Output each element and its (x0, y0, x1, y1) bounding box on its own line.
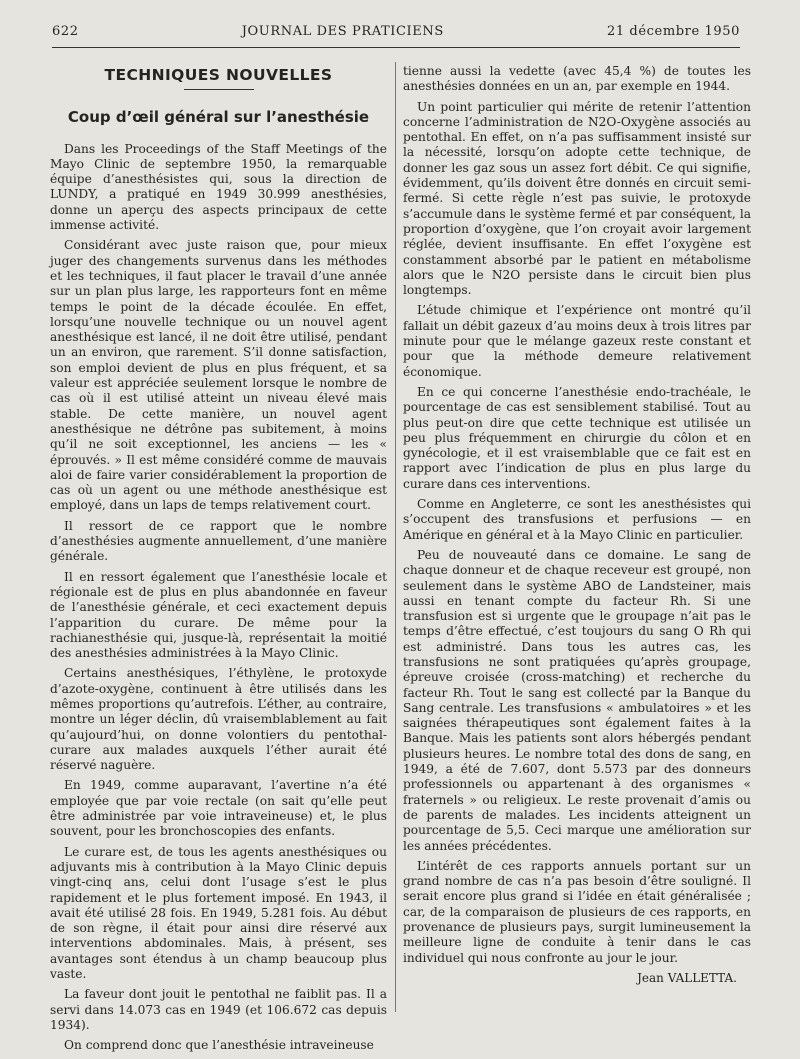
column-divider (395, 62, 396, 1012)
paragraph: En 1949, comme auparavant, l’avertine n’a été employée que par voie rectale (on sait qu’elle peut être administrée par voie intraveineuse) et, le plus souvent, pour les bronchoscopies des enfants. (50, 778, 387, 839)
paragraph: Certains anesthésiques, l’éthylène, le protoxyde d’azote-oxygène, continuent à être utilisés dans les mêmes proportions qu’autrefois. L’éther, au contraire, montre un léger déclin, dû vraisemblablement au fait qu’aujourd’hui, on donne volontiers du pentothal-curare aux malades auxquels l’éther aurait été réservé naguère. (50, 666, 387, 773)
issue-date: 21 décembre 1950 (606, 24, 740, 39)
paragraph: On comprend donc que l’anesthésie intraveineuse (64, 1038, 374, 1053)
header-rule (52, 47, 740, 48)
paragraph: L’intérêt de ces rapports annuels portant sur un grand nombre de cas n’a pas besoin d’être souligné. Il serait encore plus grand si l’idée en était généralisée ; car, de la comparaison de plusieurs de ces rapports, en provenance de plusieurs pays, surgit lumineusement la meilleure ligne de conduite à tenir dans le cas individuel qui nous confronte au jour le jour. (403, 858, 751, 965)
article-title: Coup d’œil général sur l’anesthésie (67, 108, 370, 127)
title-rule (184, 89, 254, 90)
paragraph: La faveur dont jouit le pentothal ne faiblit pas. Il a servi dans 14.073 cas en 1949 (et 106.672 cas depuis 1934). (50, 987, 387, 1032)
paragraph: tienne aussi la vedette (avec 45,4 %) de toutes les anesthésies données en un an, par exemple en 1944. (403, 64, 751, 94)
section-title: TECHNIQUES NOUVELLES (104, 66, 333, 84)
paragraph: Il en ressort également que l’anesthésie locale et régionale est de plus en plus abandonnée en faveur de l’anesthésie générale, et ceci exactement depuis l’apparition du curare. De même pour la rachianesthésie qui, jusque-là, représentait la moitié des anesthésies administrées à la Mayo Clinic. (50, 569, 387, 661)
page-header (52, 24, 740, 46)
paragraph: Considérant avec juste raison que, pour mieux juger des changements survenus dans les méthodes et les techniques, il faut placer le travail d’une année sur un plan plus large, les rapporteurs font en même temps le point de la décade écoulée. En effet, lorsqu’une nouvelle technique ou un nouvel agent anesthésique est lancé, il ne doit être utilisé, pendant un an environ, que rarement. S’il donne satisfaction, son emploi devient de plus en plus fréquent, et sa valeur est appréciée seulement lorsque le nombre de cas où il est utilisé atteint un niveau élevé mais stable. De cette manière, un nouvel agent anesthésique ne détrône pas subitement, à moins qu’il ne soit exceptionnel, les anciens — les « éprouvés. » Il est même considéré comme de mauvais aloi de faire varier considérablement la proportion de cas où un agent ou une méthode anesthésique est employé, dans un laps de temps relativement court. (50, 238, 387, 513)
right-column (403, 64, 751, 991)
paragraph: Comme en Angleterre, ce sont les anesthésistes qui s’occupent des transfusions et perfusions — en Amérique en général et à la Mayo Clinic en particulier. (403, 497, 751, 542)
journal-title: JOURNAL DES PRATICIENS (241, 24, 444, 39)
paragraph: Dans les Proceedings of the Staff Meetings of the Mayo Clinic de septembre 1950, la remarquable équipe d’anesthésistes qui, sous la direction de LUNDY, a pratiqué en 1949 30.999 anesthésies, donne un aperçu des aspects principaux de cette immense activité. (50, 141, 387, 233)
paragraph: Un point particulier qui mérite de retenir l’attention concerne l’administration de N2O-Oxygène associés au pentothal. En effet, on n’a pas suffisamment insisté sur la nécessité, lorsqu’on adopte cette technique, de donner les gaz sous un assez fort débit. Ce qui signifie, évidemment, qu’ils doivent être donnés en circuit semi-fermé. Si cette règle n’est pas suivie, le protoxyde s’accumule dans le système fermé et par conséquent, la proportion d’oxygène, que l’on croyait avoir largement réglée, devient insuffisante. En effet l’oxygène est constamment absorbé par le patient en métabolisme alors que le N2O persiste dans le circuit bien plus longtemps. (403, 99, 751, 298)
paragraph: Il ressort de ce rapport que le nombre d’anesthésies augmente annuellement, d’une manière générale. (50, 518, 387, 564)
paragraph: Peu de nouveauté dans ce domaine. Le sang de chaque donneur et de chaque receveur est groupé, non seulement dans le système ABO de Landsteiner, mais aussi en tenant compte du facteur Rh. Si une transfusion est si urgente que le groupage n’ait pas le temps d’être effectué, c’est toujours du sang O Rh qui est administré. Dans tous les autres cas, les transfusions ne sont pratiquées qu’après groupage, épreuve croisée (cross-matching) et recherche du facteur Rh. Tout le sang est collecté par la Banque du Sang centrale. Les transfusions « ambulatoires » et les saignées thérapeutiques sont également faites à la Banque. Mais les patients sont alors hébergés pendant plusieurs heures. Le nombre total des dons de sang, en 1949, a été de 7.607, dont 5.573 par des donneurs professionnels ou appartenant à des organismes « fraternels » ou religieux. Le reste provenait d’amis ou de parents de malades. Les incidents atteignent un pourcentage de 5,5. Ceci marque une amélioration sur les années précédentes. (403, 547, 751, 853)
author-signature: Jean VALLETTA. (637, 970, 737, 985)
paragraph: En ce qui concerne l’anesthésie endo-trachéale, le pourcentage de cas est sensiblement stabilisé. Tout au plus peut-on dire que cette technique est utilisée un peu plus fréquemment en chirurgie du côlon et en gynécologie, et il est vraisemblable que ce fait est en rapport avec l’indication de plus en plus large du curare dans ces interventions. (403, 384, 751, 491)
page-number: 622 (52, 24, 79, 39)
paragraph: Le curare est, de tous les agents anesthésiques ou adjuvants mis à contribution à la Mayo Clinic depuis vingt-cinq ans, celui dont l’usage s’est le plus rapidement et le plus fortement imposé. En 1943, il avait été utilisé 28 fois. En 1949, 5.281 fois. Au début de son règne, il était pour ainsi dire réservé aux interventions abdominales. Mais, à présent, ses avantages sont étendus à un champ beaucoup plus vaste. (50, 844, 387, 982)
left-column (50, 64, 387, 1059)
paragraph: L’étude chimique et l’expérience ont montré qu’il fallait un débit gazeux d’au moins deux à trois litres par minute pour que le mélange gazeux reste constant et pour que la méthode demeure relativement économique. (403, 303, 751, 379)
